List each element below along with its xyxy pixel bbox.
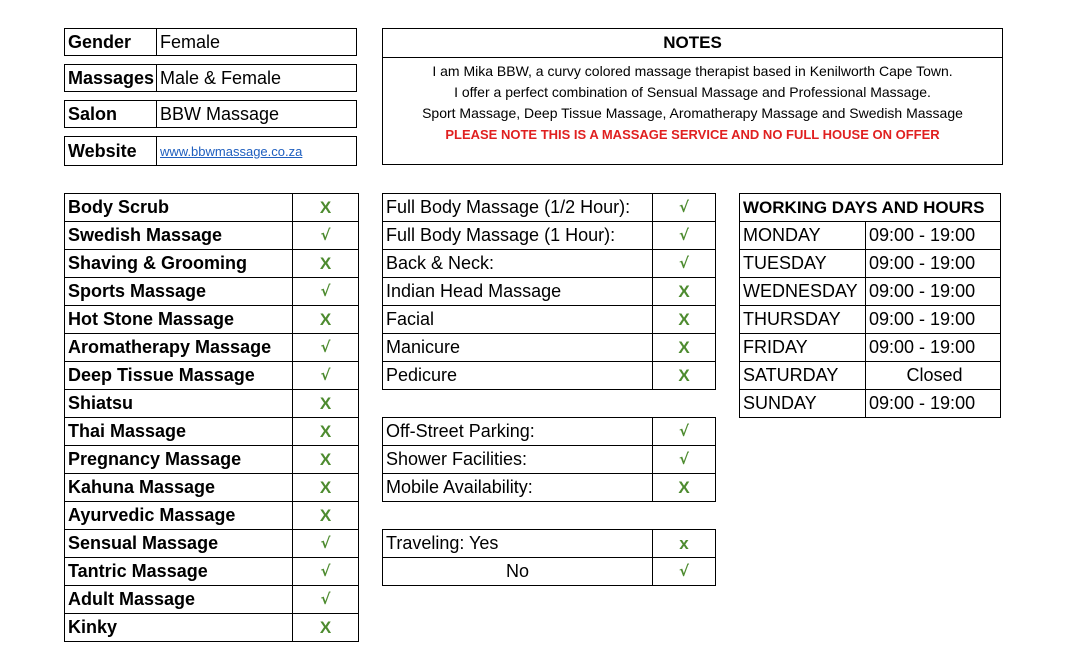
hours-day: WEDNESDAY — [740, 278, 866, 306]
service-row — [65, 306, 359, 334]
body-service-row-name: Back & Neck: — [383, 250, 653, 278]
hours-table — [739, 193, 1001, 418]
massages-label: Massages — [65, 65, 157, 92]
notes-title: NOTES — [383, 29, 1002, 58]
notes-line-3: Sport Massage, Deep Tissue Massage, Aromatherapy Massage and Swedish Massage — [422, 105, 963, 121]
hours-row — [740, 250, 1001, 278]
website-table — [64, 136, 357, 166]
notes-warning: PLEASE NOTE THIS IS A MASSAGE SERVICE AND NO FULL HOUSE ON OFFER — [445, 127, 940, 142]
service-row — [65, 614, 359, 642]
service-row-name: Shaving & Grooming — [65, 250, 293, 278]
facility-row-name: Off-Street Parking: — [383, 418, 653, 446]
cross-mark-icon: X — [293, 502, 359, 530]
check-mark-icon: √ — [653, 446, 716, 474]
service-row — [65, 418, 359, 446]
check-mark-icon: √ — [653, 558, 716, 586]
cross-mark-icon: X — [653, 334, 716, 362]
website-label: Website — [65, 137, 157, 166]
service-row-name: Thai Massage — [65, 418, 293, 446]
service-row — [65, 362, 359, 390]
service-row-name: Aromatherapy Massage — [65, 334, 293, 362]
check-mark-icon: √ — [293, 222, 359, 250]
traveling-row — [383, 558, 716, 586]
hours-day: THURSDAY — [740, 306, 866, 334]
check-mark-icon: √ — [293, 362, 359, 390]
cross-mark-icon: X — [293, 446, 359, 474]
body-service-row — [383, 250, 716, 278]
traveling-row — [383, 530, 716, 558]
service-row — [65, 222, 359, 250]
cross-mark-icon: X — [653, 474, 716, 502]
service-row-name: Shiatsu — [65, 390, 293, 418]
cross-mark-icon: X — [293, 250, 359, 278]
service-row-name: Swedish Massage — [65, 222, 293, 250]
body-service-row — [383, 278, 716, 306]
facility-row-name: Shower Facilities: — [383, 446, 653, 474]
hours-row — [740, 306, 1001, 334]
service-row — [65, 278, 359, 306]
website-cell — [157, 137, 357, 166]
hours-day: SATURDAY — [740, 362, 866, 390]
service-row — [65, 530, 359, 558]
hours-time: 09:00 - 19:00 — [866, 334, 1001, 362]
hours-row — [740, 278, 1001, 306]
body-service-row-name: Indian Head Massage — [383, 278, 653, 306]
facility-row-name: Mobile Availability: — [383, 474, 653, 502]
gender-value: Female — [157, 29, 357, 56]
service-row — [65, 586, 359, 614]
service-row-name: Kahuna Massage — [65, 474, 293, 502]
check-mark-icon: √ — [293, 530, 359, 558]
service-row-name: Sports Massage — [65, 278, 293, 306]
hours-row — [740, 222, 1001, 250]
traveling-table — [382, 529, 716, 586]
service-row — [65, 446, 359, 474]
cross-mark-icon: X — [293, 474, 359, 502]
service-row — [65, 390, 359, 418]
massages-table — [64, 64, 357, 92]
check-mark-icon: √ — [653, 418, 716, 446]
service-row-name: Kinky — [65, 614, 293, 642]
service-row — [65, 474, 359, 502]
hours-row — [740, 334, 1001, 362]
hours-row — [740, 362, 1001, 390]
service-row-name: Adult Massage — [65, 586, 293, 614]
service-row-name: Tantric Massage — [65, 558, 293, 586]
notes-box — [382, 28, 1003, 165]
service-row-name: Ayurvedic Massage — [65, 502, 293, 530]
facility-row — [383, 418, 716, 446]
hours-time: 09:00 - 19:00 — [866, 250, 1001, 278]
service-row-name: Hot Stone Massage — [65, 306, 293, 334]
service-row-name: Deep Tissue Massage — [65, 362, 293, 390]
check-mark-icon: √ — [653, 222, 716, 250]
body-service-row-name: Manicure — [383, 334, 653, 362]
notes-line-2: I offer a perfect combination of Sensual Massage and Professional Massage. — [454, 84, 931, 100]
gender-table — [64, 28, 357, 56]
traveling-row-name: Traveling: Yes — [383, 530, 653, 558]
body-service-row-name: Pedicure — [383, 362, 653, 390]
check-mark-icon: √ — [293, 334, 359, 362]
service-row-name: Sensual Massage — [65, 530, 293, 558]
hours-time: Closed — [866, 362, 1001, 390]
cross-mark-icon: X — [653, 362, 716, 390]
facility-row — [383, 474, 716, 502]
website-link[interactable]: www.bbwmassage.co.za — [160, 144, 303, 159]
body-service-row — [383, 222, 716, 250]
body-service-row-name: Full Body Massage (1 Hour): — [383, 222, 653, 250]
hours-title: WORKING DAYS AND HOURS — [740, 194, 1001, 222]
body-service-row — [383, 334, 716, 362]
hours-day: MONDAY — [740, 222, 866, 250]
body-service-row — [383, 306, 716, 334]
service-row-name: Body Scrub — [65, 194, 293, 222]
check-mark-icon: √ — [653, 250, 716, 278]
massages-value: Male & Female — [157, 65, 357, 92]
body-services-table — [382, 193, 716, 390]
hours-day: FRIDAY — [740, 334, 866, 362]
cross-mark-icon: X — [293, 418, 359, 446]
cross-mark-icon: X — [293, 194, 359, 222]
traveling-row-name: No — [383, 558, 653, 586]
hours-day: SUNDAY — [740, 390, 866, 418]
hours-time: 09:00 - 19:00 — [866, 390, 1001, 418]
check-mark-icon: √ — [293, 586, 359, 614]
cross-mark-icon: X — [653, 306, 716, 334]
service-row — [65, 250, 359, 278]
service-row — [65, 558, 359, 586]
salon-label: Salon — [65, 101, 157, 128]
hours-time: 09:00 - 19:00 — [866, 306, 1001, 334]
notes-line-1: I am Mika BBW, a curvy colored massage therapist based in Kenilworth Cape Town. — [432, 63, 953, 79]
check-mark-icon: √ — [293, 278, 359, 306]
facilities-table — [382, 417, 716, 502]
body-service-row — [383, 194, 716, 222]
body-service-row — [383, 362, 716, 390]
service-row — [65, 334, 359, 362]
services-table — [64, 193, 359, 642]
hours-day: TUESDAY — [740, 250, 866, 278]
hours-time: 09:00 - 19:00 — [866, 278, 1001, 306]
salon-value: BBW Massage — [157, 101, 357, 128]
gender-label: Gender — [65, 29, 157, 56]
hours-row — [740, 390, 1001, 418]
body-service-row-name: Full Body Massage (1/2 Hour): — [383, 194, 653, 222]
hours-time: 09:00 - 19:00 — [866, 222, 1001, 250]
check-mark-icon: √ — [653, 194, 716, 222]
service-row — [65, 194, 359, 222]
service-row — [65, 502, 359, 530]
salon-table — [64, 100, 357, 128]
body-service-row-name: Facial — [383, 306, 653, 334]
cross-mark-icon: X — [293, 614, 359, 642]
cross-mark-icon: X — [293, 390, 359, 418]
cross-mark-icon: X — [293, 306, 359, 334]
check-mark-icon: √ — [293, 558, 359, 586]
cross-mark-icon: x — [653, 530, 716, 558]
service-row-name: Pregnancy Massage — [65, 446, 293, 474]
cross-mark-icon: X — [653, 278, 716, 306]
facility-row — [383, 446, 716, 474]
